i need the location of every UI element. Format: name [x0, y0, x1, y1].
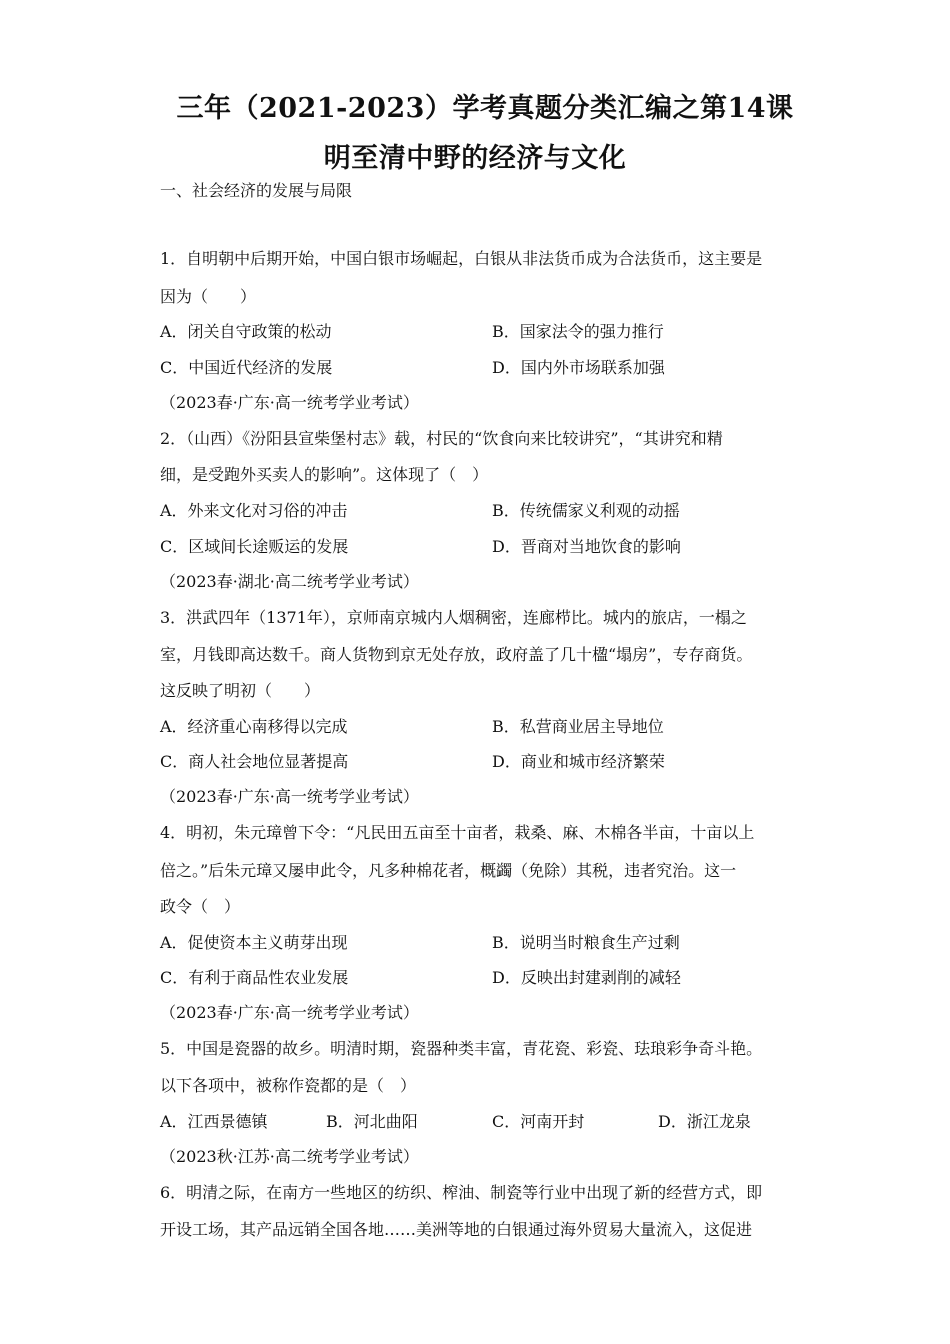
q3-option-b: B．私营商业居主导地位 — [492, 717, 664, 736]
section-heading: 一、社会经济的发展与局限 — [160, 181, 353, 200]
q1-stem-line2: 因为（ ） — [160, 287, 257, 306]
q4-option-c: C．有利于商品性农业发展 — [160, 968, 349, 987]
q2-stem-line2: 细，是受跑外买卖人的影响”。这体现了（ ） — [160, 465, 489, 484]
q2-option-b: B．传统儒家义利观的动摇 — [492, 501, 680, 520]
q3-source: （2023春·广东·高一统考学业考试） — [160, 787, 419, 806]
q5-option-a: A．江西景德镇 — [160, 1112, 268, 1131]
q1-option-b: B．国家法令的强力推行 — [492, 322, 664, 341]
q1-option-c: C．中国近代经济的发展 — [160, 358, 333, 377]
q4-option-b: B．说明当时粮食生产过剩 — [492, 933, 680, 952]
q5-stem-line2: 以下各项中，被称作瓷都的是（ ） — [160, 1076, 417, 1095]
q5-stem-line1: 5．中国是瓷器的故乡。明清时期，瓷器种类丰富，青花瓷、彩瓷、珐琅彩争奇斗艳。 — [160, 1039, 763, 1058]
q4-option-a: A．促使资本主义萌芽出现 — [160, 933, 348, 952]
q1-source: （2023春·广东·高一统考学业考试） — [160, 393, 419, 412]
q3-option-d: D．商业和城市经济繁荣 — [492, 752, 665, 771]
q3-stem-line3: 这反映了明初（ ） — [160, 681, 321, 700]
q6-stem-line2: 开设工场，其产品远销全国各地……美洲等地的白银通过海外贸易大量流入，这促进 — [160, 1220, 753, 1239]
q2-stem-line1: 2．（山西）《汾阳县宣柴堡村志》载，村民的“饮食向来比较讲究”，“其讲究和精 — [160, 429, 723, 448]
q3-stem-line1: 3．洪武四年（1371年），京师南京城内人烟稠密，连廊栉比。城内的旅店，一榻之 — [160, 608, 747, 627]
q1-option-a: A．闭关自守政策的松动 — [160, 322, 332, 341]
q5-option-b: B．河北曲阳 — [326, 1112, 418, 1131]
q2-option-a: A．外来文化对习俗的冲击 — [160, 501, 348, 520]
q2-option-d: D．晋商对当地饮食的影响 — [492, 537, 681, 556]
q5-option-c: C．河南开封 — [492, 1112, 585, 1131]
q4-source: （2023春·广东·高一统考学业考试） — [160, 1003, 419, 1022]
q4-stem-line3: 政令（ ） — [160, 897, 241, 916]
q5-source: （2023秋·江苏·高二统考学业考试） — [160, 1147, 419, 1166]
q3-stem-line2: 室，月钱即高达数千。商人货物到京无处存放，政府盖了几十楹“塌房”，专存商货。 — [160, 645, 753, 664]
q3-option-c: C．商人社会地位显著提高 — [160, 752, 349, 771]
document-title-line1: 三年（2021-2023）学考真题分类汇编之第14课 — [176, 93, 794, 124]
q3-option-a: A．经济重心南移得以完成 — [160, 717, 348, 736]
q6-stem-line1: 6．明清之际，在南方一些地区的纺织、榨油、制瓷等行业中出现了新的经营方式，即 — [160, 1183, 763, 1202]
q5-option-d: D．浙江龙泉 — [658, 1112, 751, 1131]
q2-source: （2023春·湖北·高二统考学业考试） — [160, 572, 419, 591]
q4-stem-line1: 4．明初，朱元璋曾下令：“凡民田五亩至十亩者，栽桑、麻、木棉各半亩，十亩以上 — [160, 823, 755, 842]
q4-option-d: D．反映出封建剥削的减轻 — [492, 968, 681, 987]
q4-stem-line2: 倍之。”后朱元璋又屡申此令，凡多种棉花者，概蠲（免除）其税，违者究治。这一 — [160, 861, 737, 880]
q2-option-c: C．区域间长途贩运的发展 — [160, 537, 349, 556]
q1-stem-line1: 1．自明朝中后期开始，中国白银市场崛起，白银从非法货币成为合法货币，这主要是 — [160, 249, 763, 268]
q1-option-d: D．国内外市场联系加强 — [492, 358, 665, 377]
document-title-line2: 明至清中野的经济与文化 — [323, 143, 627, 174]
